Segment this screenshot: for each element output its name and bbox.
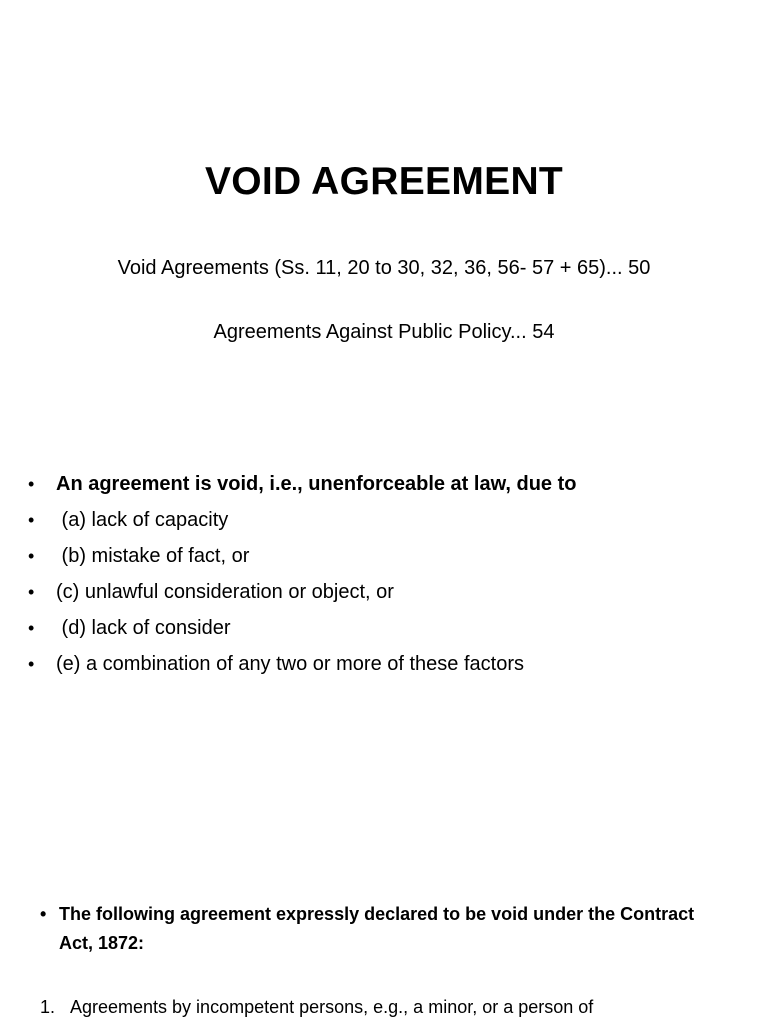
list-item-text: (d) lack of consider: [56, 617, 231, 639]
list-item: [28, 613, 577, 649]
list-item: [28, 649, 577, 685]
declared-void-text: The following agreement expressly declared to be void under the Contract Act, 1872:: [59, 904, 695, 953]
bullet-icon: •: [28, 654, 35, 674]
list-item-text: (c) unlawful consideration or object, or: [56, 581, 394, 603]
bullet-icon: •: [28, 510, 35, 530]
item-text: Agreements by incompetent persons, e.g., a minor, or a person of: [70, 997, 594, 1017]
list-item: [28, 469, 577, 505]
bullet-icon: •: [28, 618, 35, 638]
slide-title: VOID AGREEMENT: [204, 160, 564, 203]
list-item: [28, 577, 577, 613]
item-number: 1.: [40, 997, 56, 1017]
list-item: [28, 505, 577, 541]
subtitle-public-policy: Agreements Against Public Policy... 54: [213, 321, 555, 343]
list-item-text: (a) lack of capacity: [56, 509, 229, 531]
numbered-item: [40, 993, 740, 1022]
bullet-icon: •: [40, 904, 47, 924]
list-item-text: An agreement is void, i.e., unenforceable at law, due to: [56, 473, 577, 495]
subtitle-sections: Void Agreements (Ss. 11, 20 to 30, 32, 36, 56- 57 + 65)... 50: [117, 257, 651, 279]
list-item: [28, 541, 577, 577]
bullet-icon: •: [28, 546, 35, 566]
declared-void-heading: [40, 900, 730, 958]
void-reasons-list: [28, 469, 577, 685]
bullet-icon: •: [28, 474, 35, 494]
list-item-text: (b) mistake of fact, or: [56, 545, 250, 567]
bullet-icon: •: [28, 582, 35, 602]
list-item-text: (e) a combination of any two or more of these factors: [56, 653, 524, 675]
